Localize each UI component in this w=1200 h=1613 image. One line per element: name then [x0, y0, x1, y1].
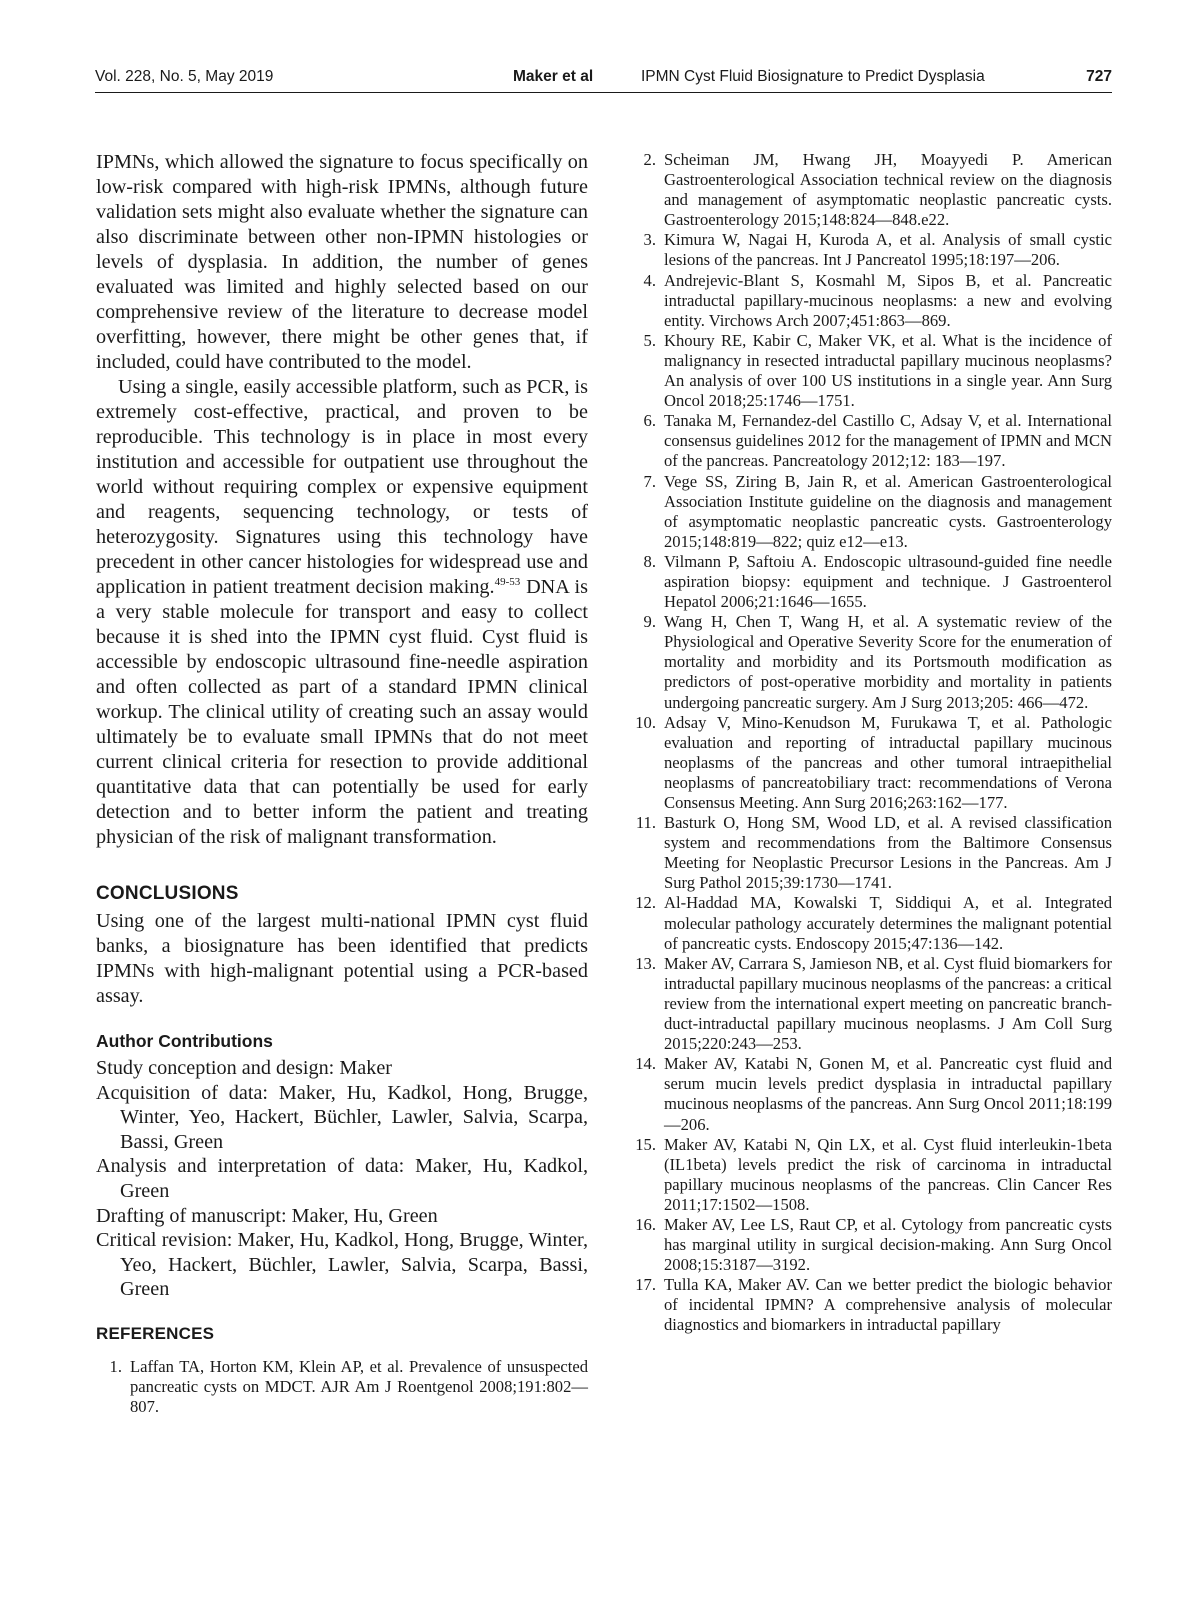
- reference-item: [630, 813, 1112, 893]
- reference-text: Maker AV, Katabi N, Qin LX, et al. Cyst fluid interleukin-1beta (IL1beta) levels predict the risk of carcinoma in intraductal papillary mucinous neoplasms of the pancreas. Clin Cancer Res 2011;17:1502—1508.: [664, 1134, 1112, 1214]
- running-title: IPMN Cyst Fluid Biosignature to Predict Dysplasia: [641, 68, 985, 85]
- reference-item: [630, 411, 1112, 471]
- reference-number: 8.: [643, 551, 656, 571]
- journal-volume: Vol. 228, No. 5, May 2019: [95, 68, 274, 85]
- reference-number: 13.: [635, 953, 656, 973]
- reference-text: Tanaka M, Fernandez-del Castillo C, Adsay V, et al. International consensus guidelines 2012 for the management of IPMN and MCN of the pancreas. Pancreatology 2012;12: 183—197.: [664, 411, 1112, 471]
- reference-item: [630, 1054, 1112, 1134]
- page-number: 727: [1086, 68, 1112, 85]
- contribution-item: Acquisition of data: Maker, Hu, Kadkol, Hong, Brugge, Winter, Yeo, Hackert, Büchler, Lawler, Salvia, Scarpa, Bassi, Green: [96, 1081, 588, 1153]
- reference-text: Al-Haddad MA, Kowalski T, Siddiqui A, et al. Integrated molecular pathology accurately determines the malignant potential of pancreatic cysts. Endoscopy 2015;47:136—142.: [664, 893, 1112, 953]
- reference-text: Kimura W, Nagai H, Kuroda A, et al. Analysis of small cystic lesions of the pancreas. Int J Pancreatol 1995;18:197—206.: [664, 230, 1112, 270]
- references-heading: REFERENCES: [96, 1323, 215, 1343]
- contribution-item: Critical revision: Maker, Hu, Kadkol, Hong, Brugge, Winter, Yeo, Hackert, Büchler, Lawler, Salvia, Scarpa, Bassi, Green: [96, 1229, 588, 1301]
- reference-number: 10.: [635, 712, 656, 732]
- reference-number: 4.: [643, 270, 656, 290]
- reference-item: [630, 150, 1112, 230]
- citation-superscript: 49-53: [494, 576, 521, 588]
- reference-item: [96, 1357, 588, 1417]
- reference-number: 6.: [643, 411, 656, 431]
- reference-number: 17.: [635, 1275, 656, 1295]
- reference-item: [630, 552, 1112, 612]
- reference-item: [630, 230, 1112, 270]
- reference-item: [630, 1275, 1112, 1335]
- body-text: [96, 150, 588, 850]
- reference-item: [630, 1135, 1112, 1215]
- reference-item: [630, 713, 1112, 813]
- reference-text: Andrejevic-Blant S, Kosmahl M, Sipos B, et al. Pancreatic intraductal papillary-mucinous neoplasms: a new and evolving entity. Virchows Arch 2007;451:863—869.: [664, 270, 1112, 330]
- reference-item: [630, 472, 1112, 552]
- reference-number: 2.: [643, 150, 656, 169]
- reference-text: Laffan TA, Horton KM, Klein AP, et al. Prevalence of unsuspected pancreatic cysts on MDCT. AJR Am J Roentgenol 2008;191:802—807.: [130, 1356, 588, 1417]
- reference-text: Basturk O, Hong SM, Wood LD, et al. A revised classification system and recommendations from the Baltimore Consensus Meeting for Neoplastic Precursor Lesions in the Pancreas. Am J Surg Pathol 2015;39:1730—1741.: [664, 813, 1112, 893]
- running-authors: Maker et al: [513, 68, 594, 85]
- reference-item: [630, 612, 1112, 712]
- body-paragraph-1: IPMNs, which allowed the signature to focus specifically on low-risk compared with high-risk IPMNs, although future validation sets might also evaluate whether the signature can also discriminate between other non-IPMN histologies or levels of dysplasia. In addition, the number of genes evaluated was limited and highly selected based on our comprehensive review of the literature to decrease model overfitting, however, there might be other genes that, if included, could have contributed to the model.: [96, 151, 588, 373]
- reference-text: Adsay V, Mino-Kenudson M, Furukawa T, et al. Pathologic evaluation and reporting of intraductal papillary mucinous neoplasms of the pancreas and other tumoral intraepithelial neoplasms of pancreatobiliary tract: recommendations of Verona Consensus Meeting. Ann Surg 2016;263:162—177.: [664, 712, 1112, 812]
- conclusions-heading: CONCLUSIONS: [96, 883, 239, 904]
- reference-list-right: [630, 150, 1112, 1336]
- reference-text: Maker AV, Katabi N, Gonen M, et al. Pancreatic cyst fluid and serum mucin levels predict dysplasia in intraductal papillary mucinous neoplasms of the pancreas. Ann Surg Oncol 2011;18:199—206.: [664, 1054, 1112, 1134]
- reference-text: Maker AV, Carrara S, Jamieson NB, et al. Cyst fluid biomarkers for intraductal papillary mucinous neoplasms of the pancreas: a critical review from the international expert meeting on pancreatic branch-duct-intraductal papillary mucinous neoplasms. J Am Coll Surg 2015;220:243—253.: [664, 953, 1112, 1054]
- reference-number: 5.: [643, 330, 656, 350]
- reference-item: [630, 271, 1112, 331]
- right-column: [630, 150, 1112, 1336]
- reference-item: [630, 1215, 1112, 1275]
- reference-text: Tulla KA, Maker AV. Can we better predict the biologic behavior of incidental IPMN? A comprehensive analysis of molecular diagnostics and biomarkers in intraductal papillary: [664, 1275, 1112, 1335]
- contribution-item: Analysis and interpretation of data: Maker, Hu, Kadkol, Green: [96, 1155, 588, 1202]
- reference-text: Scheiman JM, Hwang JH, Moayyedi P. American Gastroenterological Association technical review on the diagnosis and management of asymptomatic neoplastic pancreatic cysts. Gastroenterology 2015;148:824—848.e22.: [664, 150, 1112, 230]
- conclusions-text: Using one of the largest multi-national IPMN cyst fluid banks, a biosignature has been identified that predicts IPMNs with high-malignant potential using a PCR-based assay.: [96, 910, 588, 1007]
- para2-text-a: Using a single, easily accessible platform, such as PCR, is extremely cost-effective, practical, and proven to be reproducible. This technology is in place in most every institution and accessible for outpatient use throughout the world without requiring complex or expensive equipment and reagents, sequencing technology, or tests of heterozygosity. Signatures using this technology have precedent in other cancer histologies for widespread use and application in patient treatment decision making.: [96, 376, 588, 598]
- author-contributions-heading: Author Contributions: [96, 1031, 273, 1051]
- body-paragraph-2: [96, 375, 588, 850]
- reference-number: 16.: [635, 1214, 656, 1234]
- author-contributions-list: [96, 1056, 588, 1302]
- reference-list-left: [96, 1357, 588, 1417]
- reference-text: Maker AV, Lee LS, Raut CP, et al. Cytology from pancreatic cysts has marginal utility in surgical decision-making. Ann Surg Oncol 2008;15:3187—3192.: [664, 1214, 1112, 1275]
- reference-number: 9.: [643, 612, 656, 632]
- reference-number: 11.: [635, 813, 656, 833]
- contribution-item: Study conception and design: Maker: [96, 1057, 393, 1079]
- para2-text-b: DNA is a very stable molecule for transport and easy to collect because it is shed into the IPMN cyst fluid. Cyst fluid is accessible by endoscopic ultrasound fine-needle aspiration and often collected as part of a standard IPMN clinical workup. The clinical utility of creating such an assay would ultimately be to evaluate small IPMNs that do not meet current clinical criteria for resection to provide additional quantitative data that can potentially be used for early detection and to better inform the patient and treating physician of the risk of malignant transformation.: [96, 576, 588, 848]
- reference-item: [630, 954, 1112, 1054]
- reference-number: 12.: [635, 893, 656, 913]
- reference-number: 15.: [635, 1134, 656, 1154]
- reference-number: 14.: [635, 1054, 656, 1074]
- running-head: [95, 66, 1112, 93]
- reference-number: 3.: [643, 230, 656, 250]
- reference-text: Khoury RE, Kabir C, Maker VK, et al. What is the incidence of malignancy in resected intraductal papillary mucinous neoplasms? An analysis of over 100 US institutions in a single year. Ann Surg Oncol 2018;25:1746—1751.: [664, 330, 1112, 411]
- left-column: [96, 150, 588, 1417]
- reference-text: Vege SS, Ziring B, Jain R, et al. American Gastroenterological Association Institute guideline on the diagnosis and management of asymptomatic neoplastic pancreatic cysts. Gastroenterology 2015;148:819—822; quiz e12—e13.: [664, 471, 1112, 551]
- contribution-item: Drafting of manuscript: Maker, Hu, Green: [96, 1204, 438, 1227]
- reference-number: 1.: [109, 1356, 122, 1376]
- reference-item: [630, 331, 1112, 411]
- reference-number: 7.: [643, 471, 656, 491]
- reference-item: [630, 893, 1112, 953]
- reference-text: Wang H, Chen T, Wang H, et al. A systematic review of the Physiological and Operative Severity Score for the enumeration of mortality and morbidity and its Portsmouth modification as predictors of post-operative morbidity and mortality in patients undergoing pancreatic surgery. Am J Surg 2013;205: 466—472.: [664, 612, 1112, 712]
- reference-text: Vilmann P, Saftoiu A. Endoscopic ultrasound-guided fine needle aspiration biopsy: equipment and technique. J Gastroenterol Hepatol 2006;21:1646—1655.: [664, 551, 1112, 612]
